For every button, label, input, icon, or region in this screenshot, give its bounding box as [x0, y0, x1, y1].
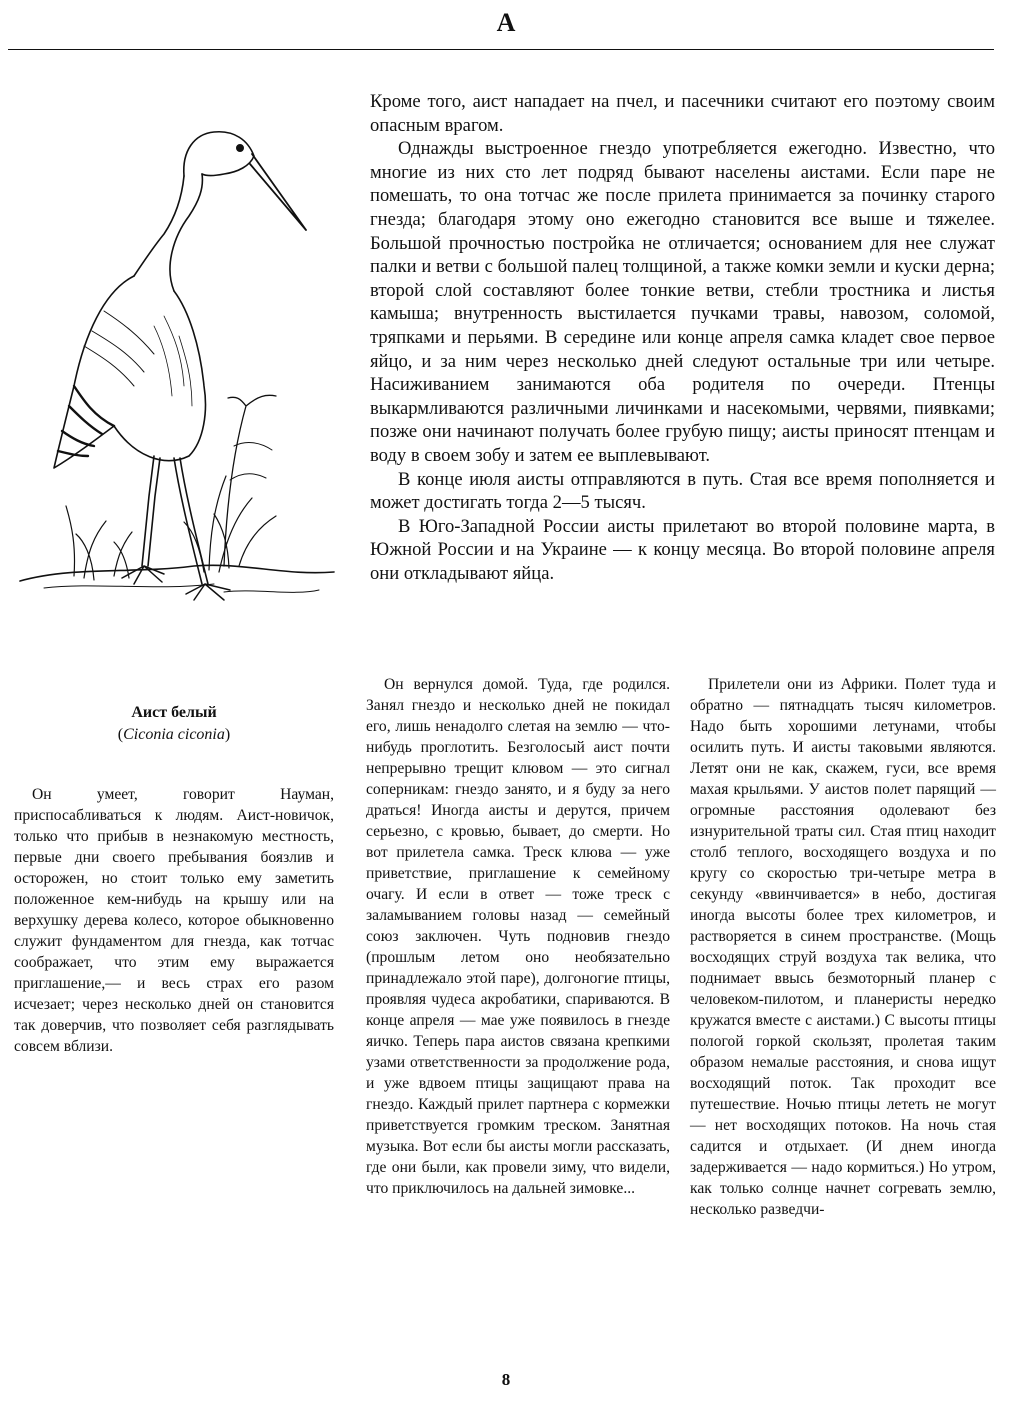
- ground-line: [20, 565, 334, 581]
- stork-leg-left: [142, 456, 160, 566]
- caption-latin-line: [14, 724, 334, 746]
- page-number: 8: [501, 1370, 511, 1389]
- middle-column-text: [366, 674, 670, 1199]
- stork-beak: [250, 154, 306, 230]
- caption-latin-name: Ciconia ciconia: [123, 726, 225, 743]
- paragraph: Прилетели они из Африки. Полет туда и обратно — пятнадцать тысяч километров. Надо быть хорошими летунами, чтобы осилить путь. И аисты таковыми являются. Летят они не как, скажем, гуси, все время махая крыльями. У аистов полет парящий — огромные расстояния одолевают без изнурительной траты сил. Стая птиц находит столб теплого, восходящего воздуха и по кругу со скоростью три-четыре метра в секунду «ввинчивается» в небо, достигая иногда высоты более трех километров, и растворяется в синем пространстве. (Мощь восходящих струй воздуха так велика, что поднимает ввысь безмоторный планер с человеком-пилотом, и планеристы нередко кружатся вместе с аистами.) С высоты птицы пологой горкой скользят, пролетая таким образом немалые расстояния, и снова ищут восходящий поток. Так проходит все путешествие. Ночью птицы лететь не могут — нет восходящих потоков. На ночь стая садится и отдыхает. (И днем иногда задерживается — надо кормиться.) Но утром, как только солнце начнет согревать землю, несколько разведчи-: [690, 676, 996, 1218]
- right-column-text: [690, 674, 996, 1220]
- paragraph: Кроме того, аист нападает на пчел, и пасечники считают его поэтому своим опасным врагом.: [370, 91, 995, 136]
- paragraph: Он вернулся домой. Туда, где родился. Занял гнездо и несколько дней не покидал его, лишь ненадолго слетая на землю — что-нибудь проглотить. Безголосый аист почти непрерывно трещит клювом — это сигнал соперникам: гнездо занято, и я буду за него драться! Иногда аисты и дерутся, причем серьезно, с кровью, бывает, до смерти. Но вот прилетела самка. Треск клюва — уже приветствие, приглашение к семейному очагу. И если в ответ — тоже треск с заламыванием головы назад — семейный союз заключен. Чуть подновив гнездо (прошлым летом оно необязательно принадлежало этой паре), долгоногие птицы, проявляя чудеса акробатики, спариваются. В конце апреля — мае уже появилось в гнезде яичко. Теперь пара аистов связана крепкими узами ответственности за продолжение рода, и уже вдвоем птицы защищают права на гнездо. Каждый прилет партнера с кормежки приветствуется громким треском. Занятная музыка. Вот если бы аисты могли рассказать, где они были, как провели зиму, что видели, что приключилось на дальней зимовке...: [366, 676, 670, 1197]
- section-letter: А: [496, 8, 516, 37]
- caption-close-paren: ): [224, 726, 231, 743]
- main-article-text: [370, 90, 995, 585]
- left-column-text: [14, 784, 334, 1057]
- caption-title: Аист белый: [131, 704, 217, 721]
- paragraph: В Юго-Западной России аисты прилетают во второй половине марта, в Южной России и на Украине — к концу месяца. Во второй половине апреля они откладывают яйца.: [370, 515, 995, 584]
- header-rule: [8, 49, 994, 50]
- paragraph: В конце июля аисты отправляются в путь. Стая все время пополняется и может достигать тогда 2—5 тысяч.: [370, 468, 995, 514]
- stork-leg-right: [174, 458, 208, 584]
- stork-neck: [134, 174, 202, 291]
- stork-eye: [237, 145, 243, 151]
- stork-head: [184, 132, 254, 176]
- caption-open-paren: (: [117, 726, 124, 743]
- paragraph: Он умеет, говорит Науман, приспосабливаться к людям. Аист-новичок, только что прибыв в незнакомую местность, первые дни своего пребывания боязлив и осторожен, но стоит только ему заметить положенное кем-нибудь на крышу или на верхушку дерева колесо, которое обыкновенно служит фундаментом для гнезда, как тотчас соображает, что этим ему выражается приглашение,— и весь страх его разом исчезает; через несколько дней он становится так доверчив, что позволяет себя разглядывать совсем вблизи.: [14, 786, 334, 1055]
- white-stork-illustration: [14, 96, 344, 632]
- illustration-caption: [14, 702, 334, 746]
- paragraph: Однажды выстроенное гнездо употребляется ежегодно. Известно, что многие из них сто лет подряд бывают населены аистами. Если паре не помешать, то она тотчас же после прилета принимается за починку старого гнезда; благодаря этому оно ежегодно становится все выше и тяжелее. Большой прочностью постройка не отличается; основанием для нее служат палки и ветви с большой палец толщиной, а также комки земли и куски дерна; второй слой составляют более тонкие ветви, стебли тростника и листья камыша; внутренность выстилается пучками травы, навозом, соломой, тряпками и перьями. В середине или конце апреля самка кладет свое первое яйцо, и за ним через несколько дней следуют остальные три или четыре. Насиживанием занимаются оба родителя по очереди. Птенцы выкармливаются различными личинками и насекомыми, червями, пиявками; позже они начинают получать более грубую пищу; аисты приносят птенцам и воду в своем зобу и затем ее выплевывают.: [370, 138, 995, 466]
